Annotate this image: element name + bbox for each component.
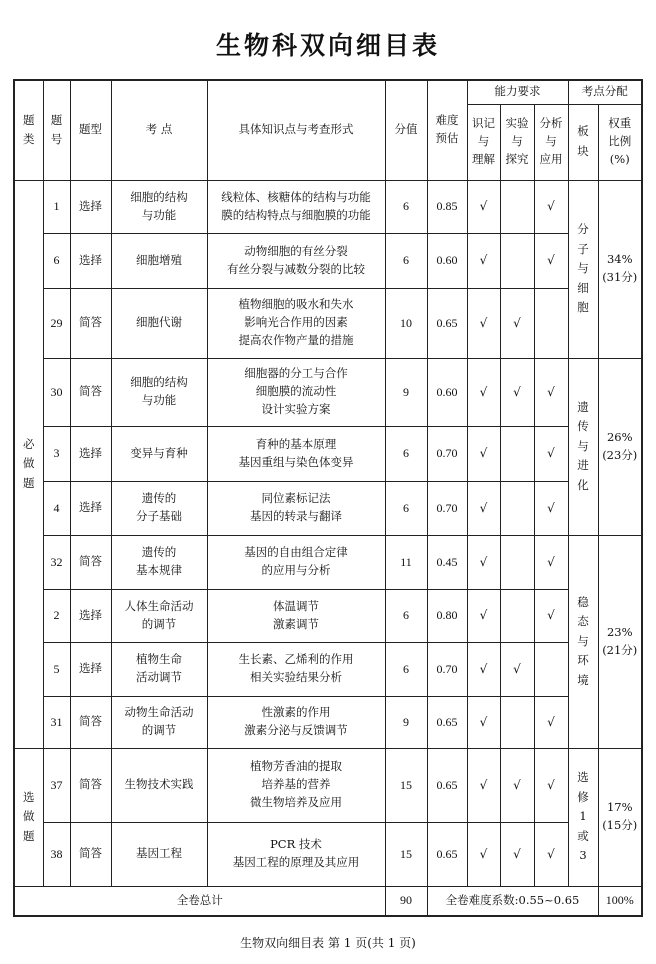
question-type: 选择: [70, 481, 111, 535]
check-analysis: √: [534, 822, 568, 886]
header-weight: 权重 比例 (%): [598, 104, 642, 180]
check-experiment: √: [500, 288, 534, 358]
module-weight: 23% (21分): [598, 535, 642, 748]
question-topic: 细胞代谢: [111, 288, 207, 358]
table-row: [14, 535, 642, 589]
check-analysis: √: [534, 535, 568, 589]
check-memory: √: [467, 696, 500, 748]
total-label: 全卷总计: [14, 886, 385, 916]
question-topic: 细胞增殖: [111, 233, 207, 288]
question-score: 10: [385, 288, 427, 358]
question-difficulty: 0.60: [427, 358, 467, 426]
question-topic: 生物技术实践: [111, 748, 207, 822]
question-score: 9: [385, 358, 427, 426]
question-number: 5: [43, 642, 70, 696]
check-analysis: √: [534, 426, 568, 481]
question-number: 37: [43, 748, 70, 822]
table-row: [14, 642, 642, 696]
question-topic: 遗传的 分子基础: [111, 481, 207, 535]
check-analysis: √: [534, 589, 568, 642]
check-analysis: √: [534, 696, 568, 748]
question-details: 线粒体、核糖体的结构与功能 膜的结构特点与细胞膜的功能: [207, 180, 385, 233]
question-score: 15: [385, 748, 427, 822]
question-number: 30: [43, 358, 70, 426]
check-experiment: [500, 481, 534, 535]
header-ability-memory: 识记 与 理解: [467, 104, 500, 180]
question-difficulty: 0.85: [427, 180, 467, 233]
question-number: 3: [43, 426, 70, 481]
check-experiment: [500, 696, 534, 748]
check-memory: √: [467, 358, 500, 426]
question-details: 植物细胞的吸水和失水 影响光合作用的因素 提高农作物产量的措施: [207, 288, 385, 358]
question-type: 选择: [70, 642, 111, 696]
page-footer: 生物双向细目表 第 1 页(共 1 页): [240, 936, 416, 950]
total-row: [14, 886, 642, 916]
header-score: 分值: [385, 80, 427, 180]
header-type: 题型: [70, 80, 111, 180]
check-experiment: [500, 589, 534, 642]
check-analysis: √: [534, 481, 568, 535]
question-details: 植物芳香油的提取 培养基的营养 微生物培养及应用: [207, 748, 385, 822]
question-topic: 遗传的 基本规律: [111, 535, 207, 589]
question-score: 6: [385, 589, 427, 642]
question-details: 基因的自由组合定律 的应用与分析: [207, 535, 385, 589]
question-number: 6: [43, 233, 70, 288]
question-number: 4: [43, 481, 70, 535]
check-experiment: [500, 426, 534, 481]
question-number: 32: [43, 535, 70, 589]
check-experiment: √: [500, 822, 534, 886]
question-topic: 动物生命活动 的调节: [111, 696, 207, 748]
module-weight: 17% (15分): [598, 748, 642, 886]
question-score: 6: [385, 481, 427, 535]
question-topic: 基因工程: [111, 822, 207, 886]
table-row: [14, 233, 642, 288]
question-topic: 细胞的结构 与功能: [111, 180, 207, 233]
question-topic: 变异与育种: [111, 426, 207, 481]
table-body: [14, 80, 642, 916]
check-analysis: √: [534, 180, 568, 233]
question-difficulty: 0.65: [427, 748, 467, 822]
question-difficulty: 0.80: [427, 589, 467, 642]
check-memory: √: [467, 288, 500, 358]
question-score: 11: [385, 535, 427, 589]
check-memory: √: [467, 180, 500, 233]
check-memory: √: [467, 233, 500, 288]
check-experiment: [500, 233, 534, 288]
question-type: 简答: [70, 535, 111, 589]
module-name: 稳态与环境: [568, 535, 598, 748]
check-memory: √: [467, 589, 500, 642]
category-required: 必做题: [14, 180, 43, 748]
header-ability-experiment: 实验 与 探究: [500, 104, 534, 180]
question-type: 简答: [70, 288, 111, 358]
check-memory: √: [467, 426, 500, 481]
question-type: 选择: [70, 426, 111, 481]
table-row: [14, 589, 642, 642]
header-distribution: 考点分配: [568, 80, 642, 104]
check-memory: √: [467, 642, 500, 696]
spec-table: [13, 79, 643, 917]
question-type: 简答: [70, 358, 111, 426]
question-details: PCR 技术 基因工程的原理及其应用: [207, 822, 385, 886]
header-module: 板块: [568, 104, 598, 180]
question-details: 性激素的作用 激素分泌与反馈调节: [207, 696, 385, 748]
check-analysis: √: [534, 233, 568, 288]
module-weight: 34% (31分): [598, 180, 642, 358]
question-details: 生长素、乙烯利的作用 相关实验结果分析: [207, 642, 385, 696]
question-number: 31: [43, 696, 70, 748]
question-difficulty: 0.65: [427, 822, 467, 886]
question-topic: 细胞的结构 与功能: [111, 358, 207, 426]
check-experiment: [500, 180, 534, 233]
question-number: 29: [43, 288, 70, 358]
question-score: 6: [385, 233, 427, 288]
question-difficulty: 0.70: [427, 642, 467, 696]
table-row: [14, 696, 642, 748]
header-row-1: [14, 80, 642, 104]
question-details: 同位素标记法 基因的转录与翻译: [207, 481, 385, 535]
check-memory: √: [467, 748, 500, 822]
question-difficulty: 0.70: [427, 481, 467, 535]
table-row: [14, 748, 642, 822]
question-details: 体温调节 激素调节: [207, 589, 385, 642]
total-difficulty-note: 全卷难度系数:0.55~0.65: [427, 886, 598, 916]
question-type: 简答: [70, 696, 111, 748]
question-details: 动物细胞的有丝分裂 有丝分裂与减数分裂的比较: [207, 233, 385, 288]
question-type: 简答: [70, 822, 111, 886]
header-details: 具体知识点与考查形式: [207, 80, 385, 180]
question-score: 9: [385, 696, 427, 748]
question-number: 38: [43, 822, 70, 886]
module-name: 分子与细胞: [568, 180, 598, 358]
question-difficulty: 0.60: [427, 233, 467, 288]
table-row: [14, 822, 642, 886]
question-score: 6: [385, 426, 427, 481]
total-score: 90: [385, 886, 427, 916]
check-experiment: √: [500, 358, 534, 426]
question-number: 1: [43, 180, 70, 233]
check-memory: √: [467, 822, 500, 886]
check-memory: √: [467, 481, 500, 535]
question-difficulty: 0.65: [427, 696, 467, 748]
header-ability: 能力要求: [467, 80, 568, 104]
header-number: 题号: [43, 80, 70, 180]
table-row: [14, 288, 642, 358]
table-row: [14, 426, 642, 481]
question-type: 选择: [70, 233, 111, 288]
question-topic: 人体生命活动 的调节: [111, 589, 207, 642]
question-score: 6: [385, 180, 427, 233]
question-number: 2: [43, 589, 70, 642]
module-weight: 26% (23分): [598, 358, 642, 535]
header-difficulty: 难度 预估: [427, 80, 467, 180]
check-analysis: √: [534, 358, 568, 426]
module-name: 选修1或3: [568, 748, 598, 886]
category-optional: 选做题: [14, 748, 43, 886]
check-experiment: [500, 535, 534, 589]
question-details: 细胞器的分工与合作 细胞膜的流动性 设计实验方案: [207, 358, 385, 426]
table-row: [14, 481, 642, 535]
check-analysis: [534, 288, 568, 358]
question-type: 选择: [70, 180, 111, 233]
header-category: 题类: [14, 80, 43, 180]
module-name: 遗传与进化: [568, 358, 598, 535]
check-experiment: √: [500, 748, 534, 822]
total-weight: 100%: [598, 886, 642, 916]
header-topic: 考 点: [111, 80, 207, 180]
header-ability-analysis: 分析 与 应用: [534, 104, 568, 180]
table-row: [14, 180, 642, 233]
question-score: 6: [385, 642, 427, 696]
page-title: 生物科双向细目表: [215, 31, 440, 60]
check-experiment: √: [500, 642, 534, 696]
table-row: [14, 358, 642, 426]
check-analysis: [534, 642, 568, 696]
question-type: 选择: [70, 589, 111, 642]
question-score: 15: [385, 822, 427, 886]
question-details: 育种的基本原理 基因重组与染色体变异: [207, 426, 385, 481]
check-analysis: √: [534, 748, 568, 822]
question-topic: 植物生命 活动调节: [111, 642, 207, 696]
question-difficulty: 0.65: [427, 288, 467, 358]
question-type: 简答: [70, 748, 111, 822]
check-memory: √: [467, 535, 500, 589]
question-difficulty: 0.45: [427, 535, 467, 589]
question-difficulty: 0.70: [427, 426, 467, 481]
